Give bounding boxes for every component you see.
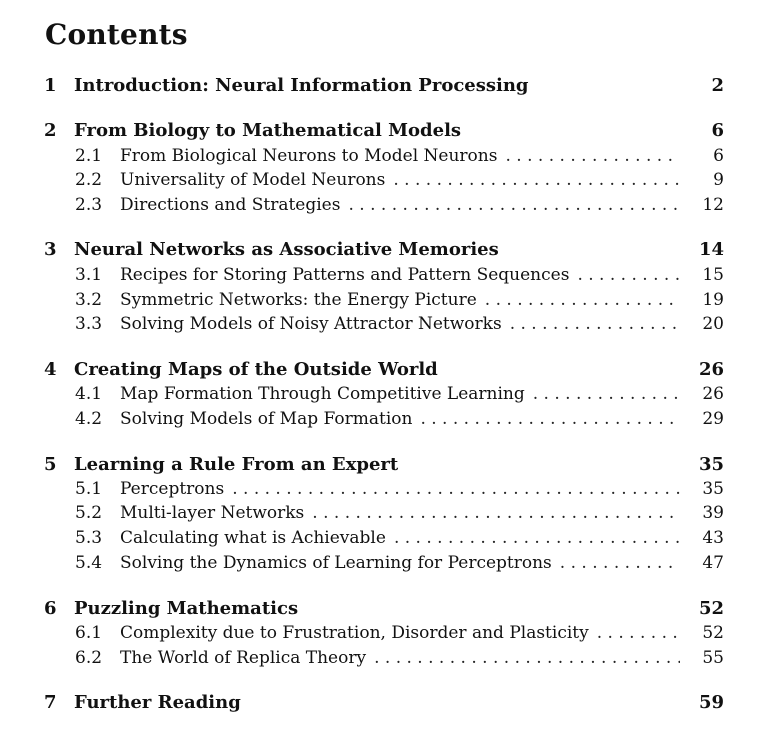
- section-number: 3.2: [75, 290, 103, 310]
- section-number: 3.3: [75, 314, 103, 334]
- section-page: 29: [702, 409, 724, 429]
- leader-dots: [505, 146, 680, 166]
- toc-chapter[interactable]: [0, 692, 758, 718]
- toc-section[interactable]: [0, 290, 758, 314]
- chapter-page: 26: [698, 359, 724, 380]
- toc-section[interactable]: [0, 648, 758, 672]
- leader-dots: [394, 528, 680, 548]
- section-page: 55: [702, 648, 724, 668]
- section-title[interactable]: Solving Models of Noisy Attractor Networks: [120, 314, 502, 334]
- section-title[interactable]: Calculating what is Achievable: [120, 528, 386, 548]
- toc-section[interactable]: [0, 195, 758, 219]
- leader-dots: [597, 623, 680, 643]
- section-page: 12: [702, 195, 724, 215]
- chapter-page: 59: [698, 692, 724, 713]
- leader-dots: [533, 384, 680, 404]
- toc-section[interactable]: [0, 528, 758, 552]
- chapter-page: 52: [698, 598, 724, 619]
- section-number: 3.1: [75, 265, 103, 285]
- section-number: 5.4: [75, 553, 103, 573]
- chapter-page: 6: [711, 120, 724, 141]
- leader-dots: [348, 195, 680, 215]
- section-number: 5.2: [75, 503, 103, 523]
- chapter-number: 3: [44, 239, 57, 260]
- chapter-title[interactable]: Neural Networks as Associative Memories: [74, 239, 499, 260]
- toc-chapter[interactable]: [0, 239, 758, 265]
- chapter-number: 6: [44, 598, 57, 619]
- section-number: 2.2: [75, 170, 103, 190]
- section-title[interactable]: Complexity due to Frustration, Disorder and Plasticity: [120, 623, 589, 643]
- toc-section[interactable]: [0, 479, 758, 503]
- toc-chapter[interactable]: [0, 359, 758, 385]
- section-title[interactable]: Solving Models of Map Formation: [120, 409, 413, 429]
- section-number: 4.1: [75, 384, 103, 404]
- chapter-title[interactable]: Creating Maps of the Outside World: [74, 359, 438, 380]
- section-title[interactable]: Universality of Model Neurons: [120, 170, 386, 190]
- chapter-title[interactable]: Puzzling Mathematics: [74, 598, 299, 619]
- leader-dots: [485, 290, 680, 310]
- section-number: 2.1: [75, 146, 103, 166]
- section-page: 6: [713, 146, 724, 166]
- leader-dots: [393, 170, 680, 190]
- leader-dots: [312, 503, 680, 523]
- section-title[interactable]: The World of Replica Theory: [120, 648, 367, 668]
- chapter-page: 14: [698, 239, 724, 260]
- section-page: 43: [702, 528, 724, 548]
- section-page: 19: [702, 290, 724, 310]
- section-page: 26: [702, 384, 724, 404]
- section-number: 2.3: [75, 195, 103, 215]
- chapter-title[interactable]: Learning a Rule From an Expert: [74, 454, 399, 475]
- section-number: 6.2: [75, 648, 103, 668]
- toc-section[interactable]: [0, 503, 758, 527]
- section-page: 15: [702, 265, 724, 285]
- chapter-number: 7: [44, 692, 57, 713]
- chapter-number: 4: [44, 359, 57, 380]
- leader-dots: [577, 265, 680, 285]
- toc-section[interactable]: [0, 146, 758, 170]
- section-number: 6.1: [75, 623, 103, 643]
- toc-chapter[interactable]: [0, 120, 758, 146]
- section-number: 5.1: [75, 479, 103, 499]
- leader-dots: [232, 479, 680, 499]
- chapter-page: 35: [698, 454, 724, 475]
- section-title[interactable]: Solving the Dynamics of Learning for Perceptrons: [120, 553, 552, 573]
- leader-dots: [560, 553, 680, 573]
- chapter-number: 2: [44, 120, 57, 141]
- toc-section[interactable]: [0, 553, 758, 577]
- page-title: Contents: [45, 18, 188, 51]
- section-title[interactable]: Symmetric Networks: the Energy Picture: [120, 290, 477, 310]
- toc-chapter[interactable]: [0, 454, 758, 480]
- section-title[interactable]: Perceptrons: [120, 479, 225, 499]
- toc-section[interactable]: [0, 314, 758, 338]
- section-page: 47: [702, 553, 724, 573]
- chapter-number: 1: [44, 75, 57, 96]
- toc-section[interactable]: [0, 623, 758, 647]
- chapter-title[interactable]: Further Reading: [74, 692, 241, 713]
- chapter-page: 2: [711, 75, 724, 96]
- leader-dots: [374, 648, 680, 668]
- toc-chapter[interactable]: [0, 598, 758, 624]
- section-page: 35: [702, 479, 724, 499]
- section-title[interactable]: Recipes for Storing Patterns and Pattern Sequences: [120, 265, 570, 285]
- section-page: 20: [702, 314, 724, 334]
- toc-section[interactable]: [0, 409, 758, 433]
- leader-dots: [510, 314, 680, 334]
- leader-dots: [420, 409, 680, 429]
- section-title[interactable]: Directions and Strategies: [120, 195, 341, 215]
- section-title[interactable]: From Biological Neurons to Model Neurons: [120, 146, 498, 166]
- toc-section[interactable]: [0, 384, 758, 408]
- section-number: 4.2: [75, 409, 103, 429]
- section-page: 39: [702, 503, 724, 523]
- section-page: 52: [702, 623, 724, 643]
- section-number: 5.3: [75, 528, 103, 548]
- toc-section[interactable]: [0, 265, 758, 289]
- section-page: 9: [713, 170, 724, 190]
- section-title[interactable]: Multi-layer Networks: [120, 503, 305, 523]
- chapter-title[interactable]: Introduction: Neural Information Processing: [74, 75, 529, 96]
- section-title[interactable]: Map Formation Through Competitive Learning: [120, 384, 525, 404]
- chapter-number: 5: [44, 454, 57, 475]
- chapter-title[interactable]: From Biology to Mathematical Models: [74, 120, 462, 141]
- toc-section[interactable]: [0, 170, 758, 194]
- toc-chapter[interactable]: [0, 75, 758, 101]
